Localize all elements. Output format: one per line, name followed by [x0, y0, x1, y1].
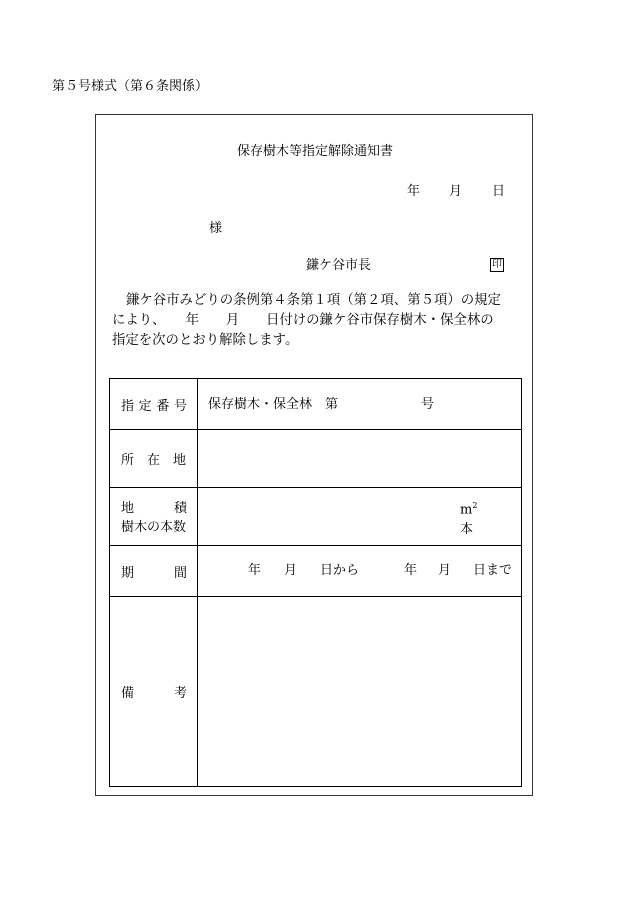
- form-number-label: 第５号様式（第６条関係）: [52, 79, 209, 94]
- label-location: [110, 430, 198, 488]
- label-tree-count: 樹木の本数: [121, 520, 187, 535]
- label-period: [110, 546, 198, 597]
- period-from-day: 日から: [320, 563, 360, 578]
- label-char: 地: [172, 453, 186, 468]
- table-row-location: [110, 430, 522, 488]
- body-text-line-3: 指定を次のとおり解除します。: [112, 333, 299, 348]
- sender-name: 鎌ケ谷市長: [306, 258, 372, 273]
- info-table: [109, 378, 522, 787]
- period-from-month: 月: [284, 563, 298, 578]
- addressee-honorific: 様: [209, 221, 223, 236]
- unit-tree-count: 本: [460, 522, 474, 537]
- period-to-month: 月: [438, 563, 452, 578]
- value-remarks[interactable]: [198, 597, 522, 787]
- date-day-label: 日: [492, 184, 506, 199]
- date-year-label: 年: [407, 184, 421, 199]
- body-text-line-2: により、 年 月 日付けの鎌ケ谷市保存樹木・保全林の: [112, 313, 494, 328]
- designation-suffix: 号: [421, 397, 435, 412]
- label-char: 期: [121, 565, 135, 581]
- label-area: [110, 488, 198, 546]
- table-row-designation: [110, 379, 522, 430]
- label-char: 指: [121, 398, 135, 414]
- document-title: 保存樹木等指定解除通知書: [236, 144, 393, 159]
- label-char: 定: [138, 398, 152, 414]
- label-char: 備: [121, 686, 135, 701]
- unit-square-meter: $m^2$: [460, 501, 478, 518]
- label-char: 間: [173, 565, 187, 581]
- table-row-period: [110, 546, 522, 597]
- period-from-year: 年: [248, 563, 262, 578]
- value-area[interactable]: [198, 488, 522, 546]
- label-char: 積: [174, 501, 188, 516]
- table-row-remarks: [110, 597, 522, 787]
- label-char: 地: [121, 501, 135, 516]
- value-designation-number[interactable]: [198, 379, 522, 430]
- body-text-line-1: 鎌ケ谷市みどりの条例第４条第１項（第２項、第５項）の規定: [126, 293, 501, 308]
- label-char: 考: [173, 686, 187, 701]
- period-to-day: 日まで: [473, 563, 513, 578]
- period-to-year: 年: [404, 563, 418, 578]
- label-char: 番: [156, 398, 170, 414]
- date-month-label: 月: [449, 184, 463, 199]
- label-char: 号: [173, 398, 187, 414]
- label-char: 所: [121, 453, 135, 468]
- label-remarks: [110, 597, 198, 787]
- label-char: 在: [146, 453, 160, 468]
- value-period[interactable]: [198, 546, 522, 597]
- designation-prefix: 保存樹木・保全林 第: [208, 397, 339, 412]
- seal-mark: 印: [492, 259, 502, 270]
- table-row-area: [110, 488, 522, 546]
- label-designation-number: [110, 379, 198, 430]
- value-location[interactable]: [198, 430, 522, 488]
